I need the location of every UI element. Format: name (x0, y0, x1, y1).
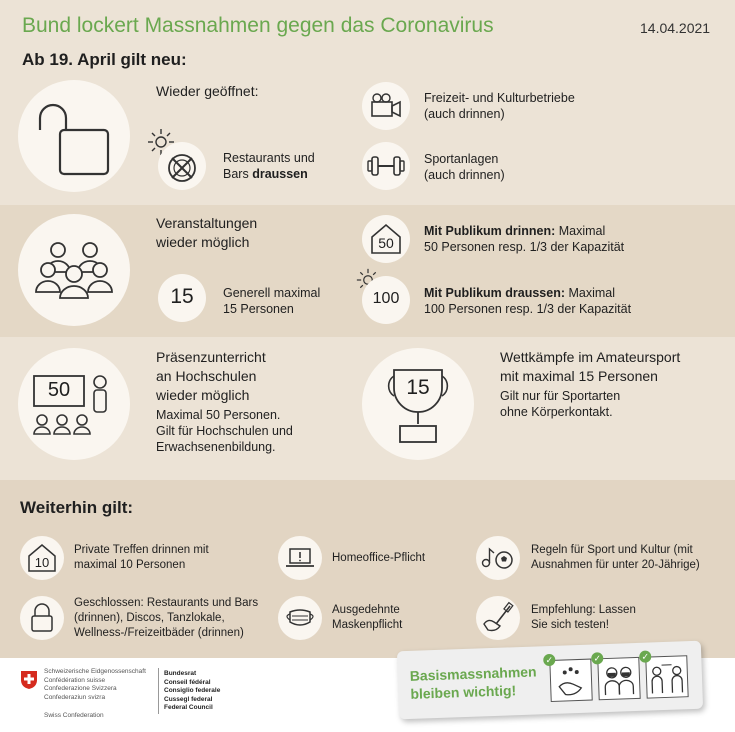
indoor-audience-text: Mit Publikum drinnen: Maximal 50 Personen resp. 1/3 der Kapazität (424, 224, 625, 254)
basic-measures-card (397, 641, 703, 720)
plate-cutlery-icon (158, 142, 206, 190)
outdoor-audience-text: Mit Publikum draussen: Maximal 100 Personen resp. 1/3 der Kapazität (424, 286, 632, 316)
masked-people-icon (597, 657, 640, 700)
closed-lock-icon (20, 596, 64, 640)
camera-icon (362, 82, 410, 130)
group-people-icon (18, 214, 130, 326)
closed-venues-text: Geschlossen: Restaurants und Bars (drinnen), Discos, Tanzlokale, Wellness-/Freizeitbäder (drinnen) (74, 597, 259, 639)
private-number: 10 (34, 555, 50, 570)
basic-measures-title: Basismassnahmen bleiben wichtig! (409, 663, 537, 702)
education-desc: Maximal 50 Personen. Gilt für Hochschulen und Erwachsenenbildung. (156, 408, 293, 454)
swiss-flag-icon (20, 670, 38, 695)
education-title: Präsenzunterricht an Hochschulen wieder möglich (156, 349, 266, 403)
classroom-icon (18, 348, 130, 460)
check-icon: ✓ (639, 650, 651, 662)
page-date: 14.04.2021 (640, 20, 711, 36)
swiss-confederation-label: Swiss Confederation (44, 712, 104, 719)
house-indoor-icon (362, 215, 410, 263)
laptop-icon (278, 536, 322, 580)
private-meetings-text: Private Treffen drinnen mit maximal 10 Personen (74, 544, 209, 571)
outdoor-number-badge: 100 (362, 276, 410, 324)
open-lock-icon (18, 80, 130, 192)
house-private-icon (20, 536, 64, 580)
trophy-number: 15 (406, 376, 430, 399)
confederation-names: Schweizerische Eidgenossenschaft Confédération suisse Confederazione Svizzera Confederaziun svizra (44, 668, 146, 701)
sport-facilities-text: Sportanlagen (auch drinnen) (424, 152, 505, 182)
rules-text: Regeln für Sport und Kultur (mit Ausnahmen für unter 20-Jährige) (531, 544, 700, 571)
music-football-icon (476, 536, 520, 580)
testing-text: Empfehlung: Lassen Sie sich testen! (531, 604, 636, 631)
reopened-title: Wieder geöffnet: (156, 83, 259, 99)
hand-washing-icon (549, 659, 592, 702)
events-title: Veranstaltungen wieder möglich (156, 215, 258, 250)
amateur-sport-title: Wettkämpfe im Amateursport mit maximal 15 Personen (500, 349, 681, 384)
federal-council-names: Bundesrat Conseil fédéral Consiglio federale Cussegl federal Federal Council (164, 670, 221, 711)
mask-icon (278, 596, 322, 640)
indoor-number: 50 (378, 235, 394, 251)
section-new-heading: Ab 19. April gilt neu: (22, 50, 187, 69)
amateur-sport-desc: Gilt nur für Sportarten ohne Körperkontakt. (500, 389, 621, 419)
general-limit-text: Generell maximal 15 Personen (223, 286, 321, 316)
general-number-badge: 15 (158, 274, 206, 322)
check-icon: ✓ (543, 654, 555, 666)
mask-mandate-text: Ausgedehnte Maskenpflicht (332, 604, 403, 631)
footer-divider (158, 668, 159, 714)
board-number: 50 (47, 379, 71, 401)
homeoffice-text: Homeoffice-Pflicht (332, 552, 426, 564)
restaurants-text: Restaurants und Bars draussen (223, 151, 315, 181)
page-title: Bund lockert Massnahmen gegen das Coronavirus (22, 14, 494, 37)
section-still-heading: Weiterhin gilt: (20, 498, 134, 517)
trophy-icon (362, 348, 474, 460)
dumbbell-icon (362, 142, 410, 190)
leisure-text: Freizeit- und Kulturbetriebe (auch drinnen) (424, 91, 575, 121)
check-icon: ✓ (591, 652, 603, 664)
distance-icon (645, 655, 688, 698)
test-swab-icon (476, 596, 520, 640)
